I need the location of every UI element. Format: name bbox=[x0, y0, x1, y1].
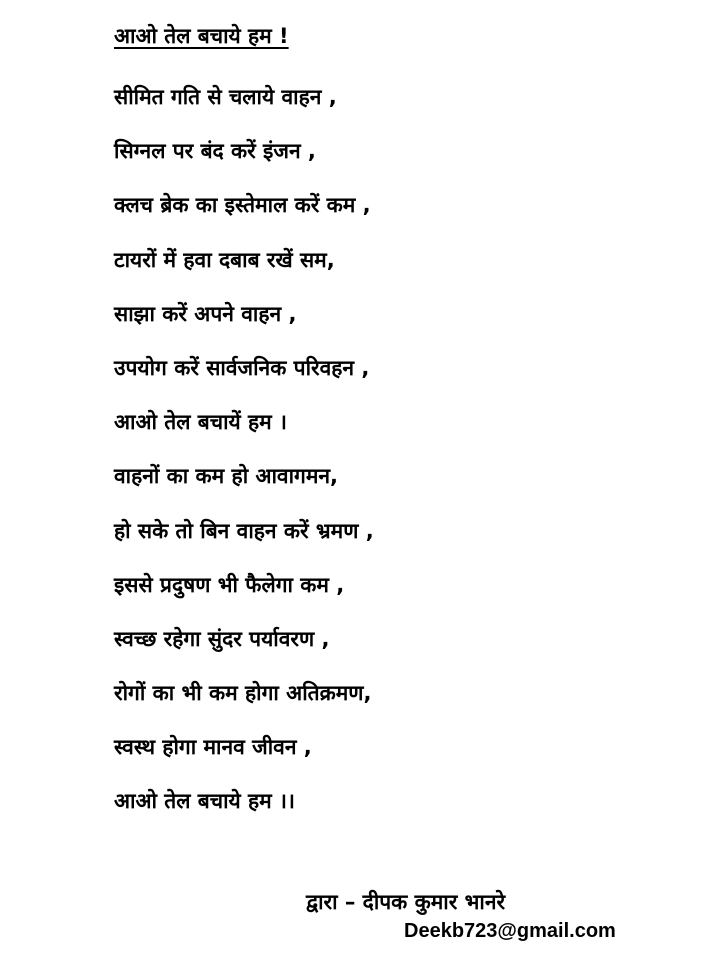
poem-title: आओ तेल बचाये हम ! bbox=[114, 24, 289, 48]
poem-line: हो सके तो बिन वाहन करें भ्रमण , bbox=[114, 518, 374, 543]
poem-lines bbox=[114, 82, 374, 841]
poem-line: वाहनों का कम हो आवागमन, bbox=[114, 464, 339, 489]
author-email: Deekb723@gmail.com bbox=[404, 920, 616, 942]
poem-line: स्वच्छ रहेगा सुंदर पर्यावरण , bbox=[114, 626, 330, 651]
poem-line: क्लच ब्रेक का इस्तेमाल करें कम , bbox=[114, 193, 371, 218]
poem-line: स्वस्थ होगा मानव जीवन , bbox=[114, 735, 312, 760]
poem-line: टायरों में हवा दबाब रखें सम, bbox=[114, 247, 335, 272]
poem-line: आओ तेल बचाये हम ।। bbox=[114, 789, 295, 814]
poem-line: इससे प्रदुषण भी फैलेगा कम , bbox=[114, 572, 345, 597]
poem-line: उपयोग करें सार्वजनिक परिवहन , bbox=[114, 355, 370, 380]
poem-line: सीमित गति से चलाये वाहन , bbox=[114, 85, 337, 109]
poem-line: आओ तेल बचायें हम । bbox=[114, 410, 288, 435]
poem-line: रोगों का भी कम होगा अतिक्रमण, bbox=[114, 681, 372, 706]
poem-line: साझा करें अपने वाहन , bbox=[114, 301, 297, 326]
poem-line: सिग्नल पर बंद करें इंजन , bbox=[114, 139, 316, 164]
author-credit: द्वारा – दीपक कुमार भानरे bbox=[306, 890, 506, 914]
